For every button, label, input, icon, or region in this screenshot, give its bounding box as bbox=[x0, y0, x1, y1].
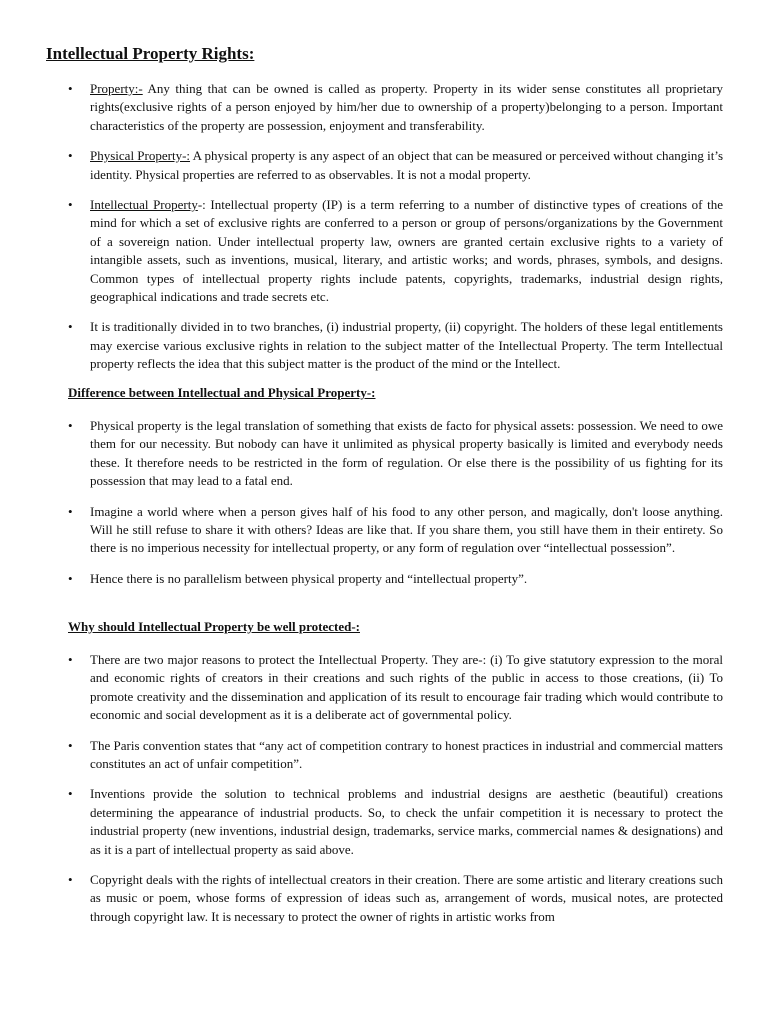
bullet-property bbox=[90, 80, 723, 135]
list-item: • The Paris convention states that “any act of competition contrary to honest practices in industrial and commercial matters constitutes an act of unfair competition”. bbox=[90, 737, 723, 774]
list-item: • Copyright deals with the rights of intellectual creators in their creation. There are some artistic and literary creations such as music or poem, whose forms of expression of ideas such as, arrangement of words, musical notes, are protected through copyright law. It is necessary to protect the owner of rights in artistic works from bbox=[90, 871, 723, 926]
bullet-branches bbox=[90, 318, 723, 373]
list-item: • Imagine a world where when a person gives half of his food to any other person, and magically, don't loose anything. Will he still refuse to share it with others? Ideas are like that. If you share them, you still have them in their entirety. So there is no imperious necessity for intellectual property, or any form of regulation over “intellectual possession”. bbox=[90, 503, 723, 558]
definition-text: -: Intellectual property (IP) is a term referring to a number of distinctive types of creations of the mind for which a set of exclusive rights are conferred to a person or group of persons/organizations by the Government of a sovereign nation. Under intellectual property law, owners are granted certain exclusive rights to a variety of intangible assets, such as inventions, musical, literary, and artistic works; and words, phrases, symbols, and designs. Common types of intellectual property rights include patents, copyrights, trademarks, industrial design rights, geographical indications and trade secrets etc. bbox=[90, 197, 723, 305]
protection-bullet-list bbox=[90, 651, 723, 938]
intro-bullet-list bbox=[90, 80, 723, 386]
paragraph-text: It is traditionally divided in to two branches, (i) industrial property, (ii) copyright. The holders of these legal entitlements may exercise various exclusive rights in relation to the subject matter of the Intellectual Property. The term Intellectual property reflects the idea that this subject matter is the product of the mind or the Intellect. bbox=[90, 319, 723, 372]
definition-text: Any thing that can be owned is called as property. Property in its wider sense constitutes all proprietary rights(exclusive rights of a person enjoyed by him/her due to ownership of a property)belonging to a person. Important characteristics of the property are possession, enjoyment and transferability. bbox=[90, 81, 723, 133]
term-label: Intellectual Property bbox=[90, 197, 198, 213]
term-label: Property:- bbox=[90, 81, 143, 96]
definition-text: A physical property is any aspect of an object that can be measured or perceived without changing it’s identity. Physical properties are referred to as observables. It is not a modal property. bbox=[90, 148, 723, 182]
section-heading-difference: Difference between Intellectual and Physical Property-: bbox=[68, 385, 376, 400]
difference-bullet-list bbox=[90, 417, 723, 600]
term-label: Physical Property-: bbox=[90, 148, 191, 164]
bullet-physical-property bbox=[90, 147, 723, 184]
section-heading-protection: Why should Intellectual Property be well protected-: bbox=[68, 619, 360, 634]
list-item: • There are two major reasons to protect the Intellectual Property. They are-: (i) To give statutory expression to the moral and economic rights of creators in their creations and such rights of the public in access to those creations, (ii) To promote creativity and the dissemination and application of its result to encourage fair trading which would contribute to economic and social development as it is a deliberate act of governmental policy. bbox=[90, 651, 723, 725]
list-item: • Hence there is no parallelism between physical property and “intellectual property”. bbox=[90, 570, 723, 588]
bullet-intellectual-property bbox=[90, 196, 723, 306]
list-item: • Physical property is the legal translation of something that exists de facto for physical assets: possession. We need to owe them for our necessity. But nobody can have it unlimited as physical property basically is limited and everybody needs these. It therefore needs to be restricted in the form of regulation. Or else there is the possibility of us fighting for its possession that may lead to a fatal end. bbox=[90, 417, 723, 491]
page-title: Intellectual Property Rights: bbox=[46, 44, 255, 63]
list-item: • Inventions provide the solution to technical problems and industrial designs are aesthetic (beautiful) creations determining the appearance of industrial products. So, to check the unfair competition it is necessary to protect the industrial property (new inventions, industrial design, trademarks, service marks, commercial names & designations) and as it is a part of intellectual property as said above. bbox=[90, 785, 723, 859]
